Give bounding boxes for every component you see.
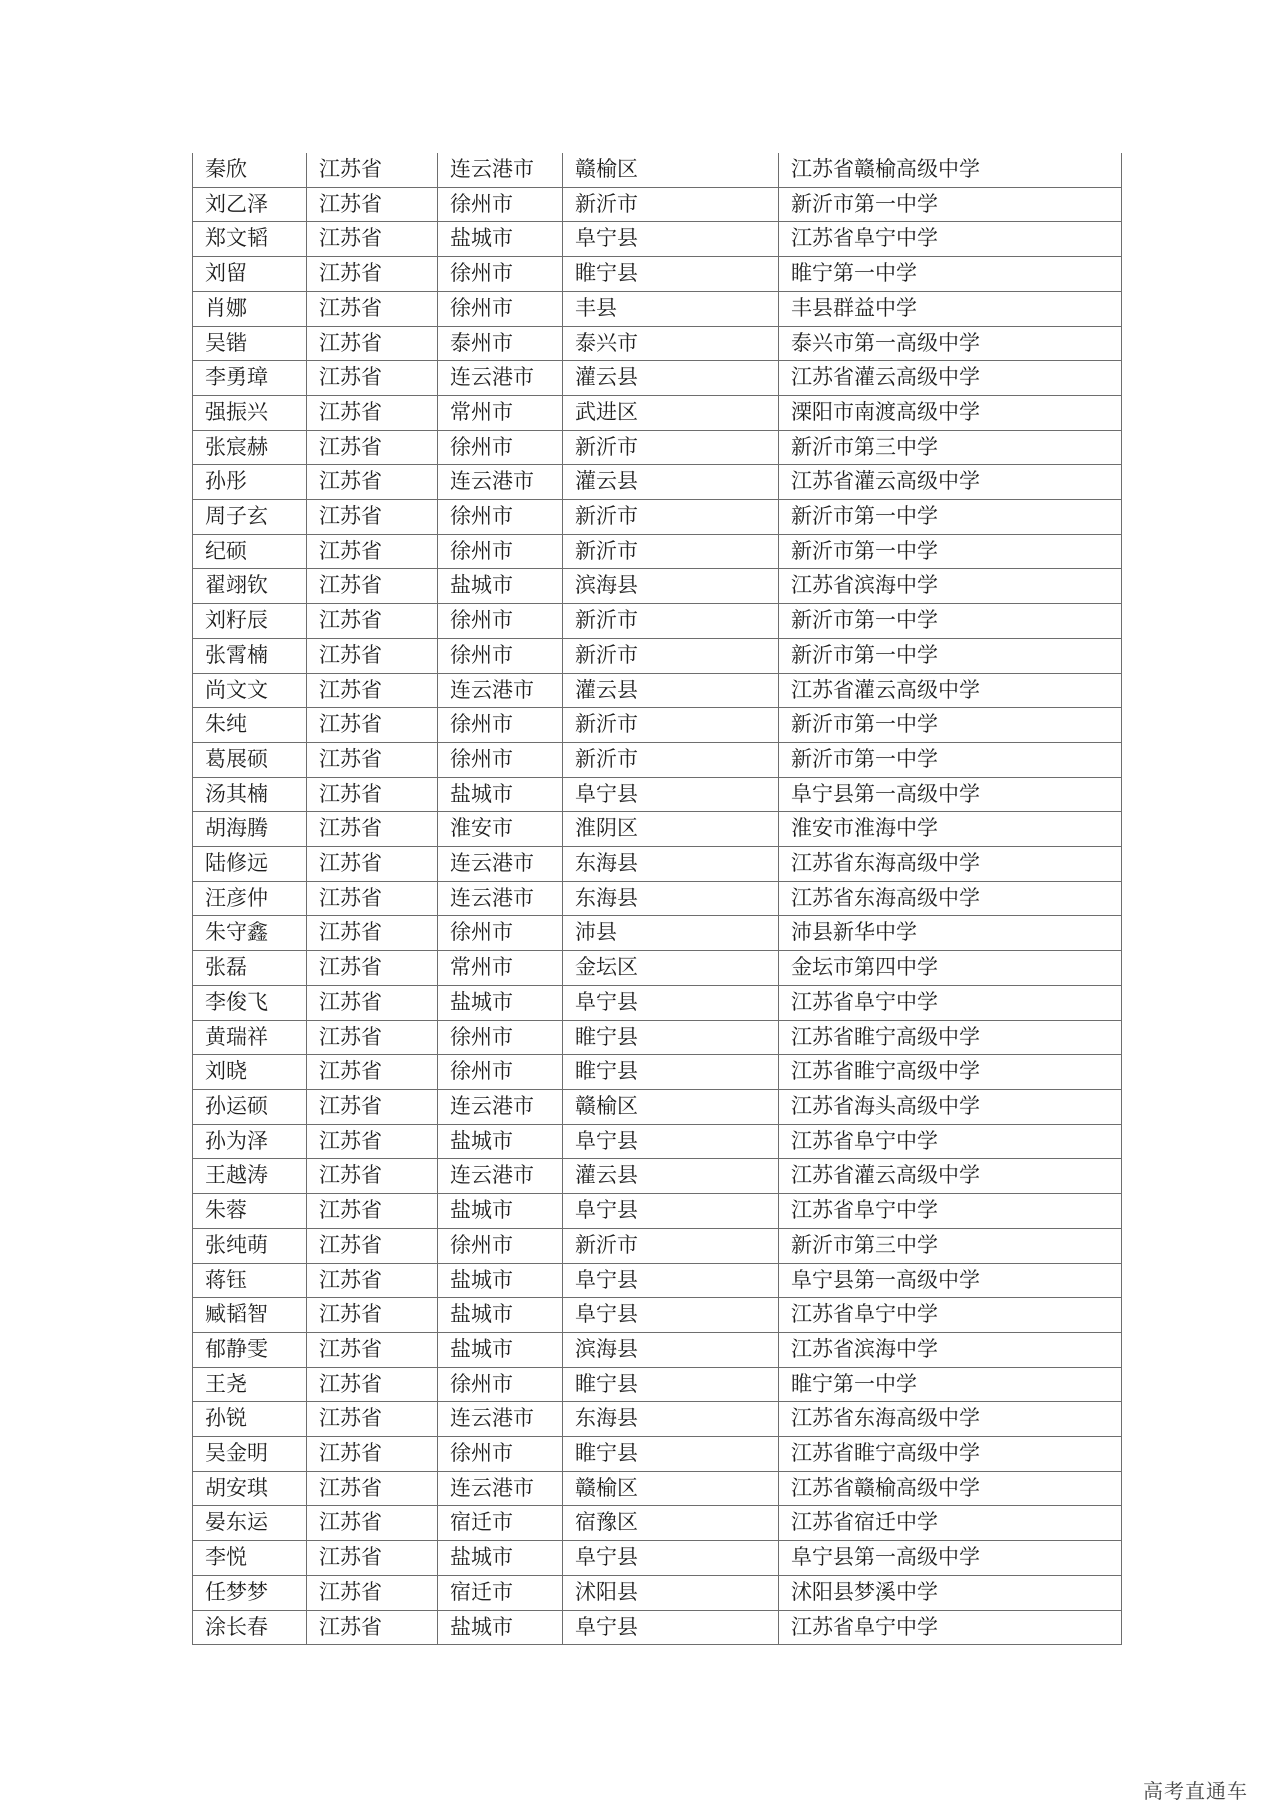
student-name-cell: 刘晓 <box>193 1055 307 1090</box>
city-cell: 徐州市 <box>438 1228 563 1263</box>
student-name-cell: 黄瑞祥 <box>193 1020 307 1055</box>
province-cell: 江苏省 <box>307 638 438 673</box>
table-row <box>193 777 1122 812</box>
student-name-cell: 李勇璋 <box>193 361 307 396</box>
province-cell: 江苏省 <box>307 1089 438 1124</box>
school-cell: 江苏省灌云高级中学 <box>779 673 1122 708</box>
student-name-cell: 张霄楠 <box>193 638 307 673</box>
city-cell: 徐州市 <box>438 500 563 535</box>
district-cell: 灌云县 <box>563 673 779 708</box>
school-cell: 金坛市第四中学 <box>779 951 1122 986</box>
district-cell: 新沂市 <box>563 187 779 222</box>
province-cell: 江苏省 <box>307 222 438 257</box>
city-cell: 徐州市 <box>438 1055 563 1090</box>
school-cell: 江苏省阜宁中学 <box>779 1124 1122 1159</box>
table-row <box>193 1020 1122 1055</box>
student-name-cell: 汤其楠 <box>193 777 307 812</box>
student-name-cell: 朱纯 <box>193 708 307 743</box>
school-cell: 阜宁县第一高级中学 <box>779 1263 1122 1298</box>
city-cell: 连云港市 <box>438 465 563 500</box>
province-cell: 江苏省 <box>307 534 438 569</box>
district-cell: 灌云县 <box>563 1159 779 1194</box>
city-cell: 泰州市 <box>438 326 563 361</box>
school-cell: 江苏省东海高级中学 <box>779 1402 1122 1437</box>
table-row <box>193 951 1122 986</box>
student-name-cell: 秦欣 <box>193 153 307 187</box>
city-cell: 连云港市 <box>438 1471 563 1506</box>
table-row <box>193 985 1122 1020</box>
table-row <box>193 569 1122 604</box>
district-cell: 东海县 <box>563 1402 779 1437</box>
city-cell: 徐州市 <box>438 1020 563 1055</box>
table-row <box>193 604 1122 639</box>
student-name-cell: 强振兴 <box>193 395 307 430</box>
city-cell: 连云港市 <box>438 881 563 916</box>
roster-body <box>193 153 1122 1645</box>
student-name-cell: 肖娜 <box>193 291 307 326</box>
province-cell: 江苏省 <box>307 1437 438 1472</box>
table-row <box>193 1159 1122 1194</box>
student-roster-table <box>192 153 1122 1645</box>
province-cell: 江苏省 <box>307 1298 438 1333</box>
school-cell: 江苏省睢宁高级中学 <box>779 1020 1122 1055</box>
district-cell: 新沂市 <box>563 742 779 777</box>
city-cell: 盐城市 <box>438 777 563 812</box>
school-cell: 新沂市第一中学 <box>779 500 1122 535</box>
student-name-cell: 臧韬智 <box>193 1298 307 1333</box>
province-cell: 江苏省 <box>307 1020 438 1055</box>
province-cell: 江苏省 <box>307 1228 438 1263</box>
district-cell: 滨海县 <box>563 1332 779 1367</box>
province-cell: 江苏省 <box>307 569 438 604</box>
school-cell: 新沂市第三中学 <box>779 1228 1122 1263</box>
city-cell: 淮安市 <box>438 812 563 847</box>
student-name-cell: 翟翊钦 <box>193 569 307 604</box>
district-cell: 东海县 <box>563 881 779 916</box>
district-cell: 新沂市 <box>563 534 779 569</box>
district-cell: 东海县 <box>563 847 779 882</box>
district-cell: 阜宁县 <box>563 222 779 257</box>
province-cell: 江苏省 <box>307 708 438 743</box>
student-name-cell: 陆修远 <box>193 847 307 882</box>
district-cell: 金坛区 <box>563 951 779 986</box>
city-cell: 宿迁市 <box>438 1575 563 1610</box>
district-cell: 新沂市 <box>563 430 779 465</box>
province-cell: 江苏省 <box>307 777 438 812</box>
province-cell: 江苏省 <box>307 847 438 882</box>
school-cell: 江苏省东海高级中学 <box>779 881 1122 916</box>
table-row <box>193 1194 1122 1229</box>
school-cell: 江苏省阜宁中学 <box>779 1298 1122 1333</box>
city-cell: 盐城市 <box>438 1298 563 1333</box>
city-cell: 徐州市 <box>438 708 563 743</box>
school-cell: 新沂市第一中学 <box>779 187 1122 222</box>
province-cell: 江苏省 <box>307 1610 438 1645</box>
school-cell: 江苏省阜宁中学 <box>779 985 1122 1020</box>
school-cell: 新沂市第一中学 <box>779 708 1122 743</box>
table-row <box>193 1263 1122 1298</box>
province-cell: 江苏省 <box>307 395 438 430</box>
province-cell: 江苏省 <box>307 881 438 916</box>
student-name-cell: 涂长春 <box>193 1610 307 1645</box>
table-row <box>193 534 1122 569</box>
district-cell: 赣榆区 <box>563 1471 779 1506</box>
province-cell: 江苏省 <box>307 1124 438 1159</box>
student-name-cell: 蒋钰 <box>193 1263 307 1298</box>
student-name-cell: 葛展硕 <box>193 742 307 777</box>
school-cell: 睢宁第一中学 <box>779 257 1122 292</box>
table-row <box>193 291 1122 326</box>
province-cell: 江苏省 <box>307 465 438 500</box>
province-cell: 江苏省 <box>307 1541 438 1576</box>
school-cell: 丰县群益中学 <box>779 291 1122 326</box>
district-cell: 睢宁县 <box>563 257 779 292</box>
province-cell: 江苏省 <box>307 1263 438 1298</box>
province-cell: 江苏省 <box>307 1332 438 1367</box>
student-name-cell: 刘籽辰 <box>193 604 307 639</box>
student-name-cell: 胡海腾 <box>193 812 307 847</box>
table-row <box>193 500 1122 535</box>
student-name-cell: 李悦 <box>193 1541 307 1576</box>
province-cell: 江苏省 <box>307 291 438 326</box>
city-cell: 徐州市 <box>438 430 563 465</box>
district-cell: 淮阴区 <box>563 812 779 847</box>
table-row <box>193 742 1122 777</box>
student-name-cell: 胡安琪 <box>193 1471 307 1506</box>
district-cell: 宿豫区 <box>563 1506 779 1541</box>
school-cell: 泰兴市第一高级中学 <box>779 326 1122 361</box>
city-cell: 常州市 <box>438 395 563 430</box>
city-cell: 盐城市 <box>438 1541 563 1576</box>
district-cell: 赣榆区 <box>563 153 779 187</box>
province-cell: 江苏省 <box>307 326 438 361</box>
table-row <box>193 1610 1122 1645</box>
district-cell: 睢宁县 <box>563 1020 779 1055</box>
school-cell: 江苏省阜宁中学 <box>779 1610 1122 1645</box>
district-cell: 睢宁县 <box>563 1367 779 1402</box>
table-row <box>193 881 1122 916</box>
table-row <box>193 1575 1122 1610</box>
city-cell: 徐州市 <box>438 638 563 673</box>
city-cell: 连云港市 <box>438 847 563 882</box>
city-cell: 徐州市 <box>438 742 563 777</box>
table-row <box>193 326 1122 361</box>
student-name-cell: 周子玄 <box>193 500 307 535</box>
district-cell: 睢宁县 <box>563 1055 779 1090</box>
city-cell: 盐城市 <box>438 1263 563 1298</box>
school-cell: 江苏省阜宁中学 <box>779 1194 1122 1229</box>
province-cell: 江苏省 <box>307 1575 438 1610</box>
district-cell: 阜宁县 <box>563 1263 779 1298</box>
student-name-cell: 王越涛 <box>193 1159 307 1194</box>
table-row <box>193 1332 1122 1367</box>
city-cell: 徐州市 <box>438 257 563 292</box>
school-cell: 江苏省海头高级中学 <box>779 1089 1122 1124</box>
school-cell: 新沂市第一中学 <box>779 534 1122 569</box>
province-cell: 江苏省 <box>307 1194 438 1229</box>
city-cell: 连云港市 <box>438 673 563 708</box>
school-cell: 江苏省睢宁高级中学 <box>779 1437 1122 1472</box>
school-cell: 阜宁县第一高级中学 <box>779 1541 1122 1576</box>
table-row <box>193 916 1122 951</box>
table-row <box>193 847 1122 882</box>
district-cell: 沭阳县 <box>563 1575 779 1610</box>
school-cell: 江苏省赣榆高级中学 <box>779 1471 1122 1506</box>
school-cell: 江苏省睢宁高级中学 <box>779 1055 1122 1090</box>
district-cell: 阜宁县 <box>563 1541 779 1576</box>
city-cell: 徐州市 <box>438 187 563 222</box>
city-cell: 徐州市 <box>438 291 563 326</box>
student-name-cell: 刘留 <box>193 257 307 292</box>
city-cell: 连云港市 <box>438 361 563 396</box>
school-cell: 江苏省滨海中学 <box>779 1332 1122 1367</box>
city-cell: 宿迁市 <box>438 1506 563 1541</box>
table-row <box>193 673 1122 708</box>
school-cell: 江苏省阜宁中学 <box>779 222 1122 257</box>
student-name-cell: 王尧 <box>193 1367 307 1402</box>
student-name-cell: 李俊飞 <box>193 985 307 1020</box>
city-cell: 连云港市 <box>438 153 563 187</box>
school-cell: 新沂市第一中学 <box>779 604 1122 639</box>
province-cell: 江苏省 <box>307 1402 438 1437</box>
district-cell: 泰兴市 <box>563 326 779 361</box>
city-cell: 徐州市 <box>438 604 563 639</box>
student-name-cell: 孙运硕 <box>193 1089 307 1124</box>
student-name-cell: 孙为泽 <box>193 1124 307 1159</box>
province-cell: 江苏省 <box>307 604 438 639</box>
district-cell: 灌云县 <box>563 465 779 500</box>
school-cell: 睢宁第一中学 <box>779 1367 1122 1402</box>
city-cell: 盐城市 <box>438 569 563 604</box>
table-row <box>193 1228 1122 1263</box>
student-name-cell: 刘乙泽 <box>193 187 307 222</box>
table-row <box>193 430 1122 465</box>
province-cell: 江苏省 <box>307 1367 438 1402</box>
student-name-cell: 尚文文 <box>193 673 307 708</box>
city-cell: 连云港市 <box>438 1089 563 1124</box>
province-cell: 江苏省 <box>307 985 438 1020</box>
city-cell: 徐州市 <box>438 916 563 951</box>
city-cell: 盐城市 <box>438 1194 563 1229</box>
table-row <box>193 1367 1122 1402</box>
city-cell: 徐州市 <box>438 1367 563 1402</box>
table-row <box>193 1437 1122 1472</box>
district-cell: 沛县 <box>563 916 779 951</box>
province-cell: 江苏省 <box>307 500 438 535</box>
province-cell: 江苏省 <box>307 812 438 847</box>
table-row <box>193 222 1122 257</box>
school-cell: 江苏省东海高级中学 <box>779 847 1122 882</box>
city-cell: 盐城市 <box>438 985 563 1020</box>
table-row <box>193 1298 1122 1333</box>
district-cell: 灌云县 <box>563 361 779 396</box>
city-cell: 常州市 <box>438 951 563 986</box>
province-cell: 江苏省 <box>307 742 438 777</box>
student-name-cell: 郑文韬 <box>193 222 307 257</box>
province-cell: 江苏省 <box>307 257 438 292</box>
province-cell: 江苏省 <box>307 1159 438 1194</box>
table-row <box>193 812 1122 847</box>
city-cell: 盐城市 <box>438 222 563 257</box>
student-name-cell: 张磊 <box>193 951 307 986</box>
province-cell: 江苏省 <box>307 951 438 986</box>
city-cell: 盐城市 <box>438 1610 563 1645</box>
province-cell: 江苏省 <box>307 673 438 708</box>
district-cell: 新沂市 <box>563 500 779 535</box>
school-cell: 江苏省赣榆高级中学 <box>779 153 1122 187</box>
district-cell: 阜宁县 <box>563 777 779 812</box>
school-cell: 新沂市第三中学 <box>779 430 1122 465</box>
school-cell: 新沂市第一中学 <box>779 638 1122 673</box>
city-cell: 连云港市 <box>438 1402 563 1437</box>
province-cell: 江苏省 <box>307 1055 438 1090</box>
school-cell: 沭阳县梦溪中学 <box>779 1575 1122 1610</box>
city-cell: 徐州市 <box>438 534 563 569</box>
student-name-cell: 晏东运 <box>193 1506 307 1541</box>
table-row <box>193 361 1122 396</box>
table-row <box>193 1471 1122 1506</box>
school-cell: 溧阳市南渡高级中学 <box>779 395 1122 430</box>
district-cell: 新沂市 <box>563 708 779 743</box>
table-row <box>193 708 1122 743</box>
school-cell: 江苏省宿迁中学 <box>779 1506 1122 1541</box>
province-cell: 江苏省 <box>307 187 438 222</box>
district-cell: 新沂市 <box>563 604 779 639</box>
province-cell: 江苏省 <box>307 916 438 951</box>
table-row <box>193 465 1122 500</box>
table-row <box>193 638 1122 673</box>
student-name-cell: 张宸赫 <box>193 430 307 465</box>
province-cell: 江苏省 <box>307 361 438 396</box>
school-cell: 江苏省滨海中学 <box>779 569 1122 604</box>
table-row <box>193 1506 1122 1541</box>
table-row <box>193 1402 1122 1437</box>
district-cell: 阜宁县 <box>563 1298 779 1333</box>
student-name-cell: 汪彦仲 <box>193 881 307 916</box>
watermark-text: 高考直通车 <box>1143 1779 1248 1803</box>
district-cell: 阜宁县 <box>563 1124 779 1159</box>
school-cell: 江苏省灌云高级中学 <box>779 465 1122 500</box>
school-cell: 淮安市淮海中学 <box>779 812 1122 847</box>
district-cell: 阜宁县 <box>563 1194 779 1229</box>
table-row <box>193 1124 1122 1159</box>
student-name-cell: 朱蓉 <box>193 1194 307 1229</box>
district-cell: 滨海县 <box>563 569 779 604</box>
table-row <box>193 257 1122 292</box>
city-cell: 盐城市 <box>438 1332 563 1367</box>
student-name-cell: 纪硕 <box>193 534 307 569</box>
city-cell: 徐州市 <box>438 1437 563 1472</box>
city-cell: 连云港市 <box>438 1159 563 1194</box>
school-cell: 沛县新华中学 <box>779 916 1122 951</box>
district-cell: 武进区 <box>563 395 779 430</box>
student-name-cell: 吴锴 <box>193 326 307 361</box>
table-row <box>193 395 1122 430</box>
district-cell: 新沂市 <box>563 1228 779 1263</box>
table-row <box>193 1089 1122 1124</box>
city-cell: 盐城市 <box>438 1124 563 1159</box>
district-cell: 新沂市 <box>563 638 779 673</box>
province-cell: 江苏省 <box>307 1506 438 1541</box>
school-cell: 阜宁县第一高级中学 <box>779 777 1122 812</box>
district-cell: 赣榆区 <box>563 1089 779 1124</box>
district-cell: 阜宁县 <box>563 985 779 1020</box>
school-cell: 江苏省灌云高级中学 <box>779 361 1122 396</box>
table-row <box>193 187 1122 222</box>
student-name-cell: 朱守鑫 <box>193 916 307 951</box>
student-name-cell: 郁静雯 <box>193 1332 307 1367</box>
table-row <box>193 1541 1122 1576</box>
province-cell: 江苏省 <box>307 430 438 465</box>
district-cell: 睢宁县 <box>563 1437 779 1472</box>
student-name-cell: 任梦梦 <box>193 1575 307 1610</box>
student-name-cell: 孙彤 <box>193 465 307 500</box>
student-name-cell: 孙锐 <box>193 1402 307 1437</box>
table-row <box>193 1055 1122 1090</box>
student-name-cell: 张纯萌 <box>193 1228 307 1263</box>
table-row <box>193 153 1122 187</box>
district-cell: 阜宁县 <box>563 1610 779 1645</box>
school-cell: 新沂市第一中学 <box>779 742 1122 777</box>
district-cell: 丰县 <box>563 291 779 326</box>
province-cell: 江苏省 <box>307 153 438 187</box>
school-cell: 江苏省灌云高级中学 <box>779 1159 1122 1194</box>
province-cell: 江苏省 <box>307 1471 438 1506</box>
student-name-cell: 吴金明 <box>193 1437 307 1472</box>
